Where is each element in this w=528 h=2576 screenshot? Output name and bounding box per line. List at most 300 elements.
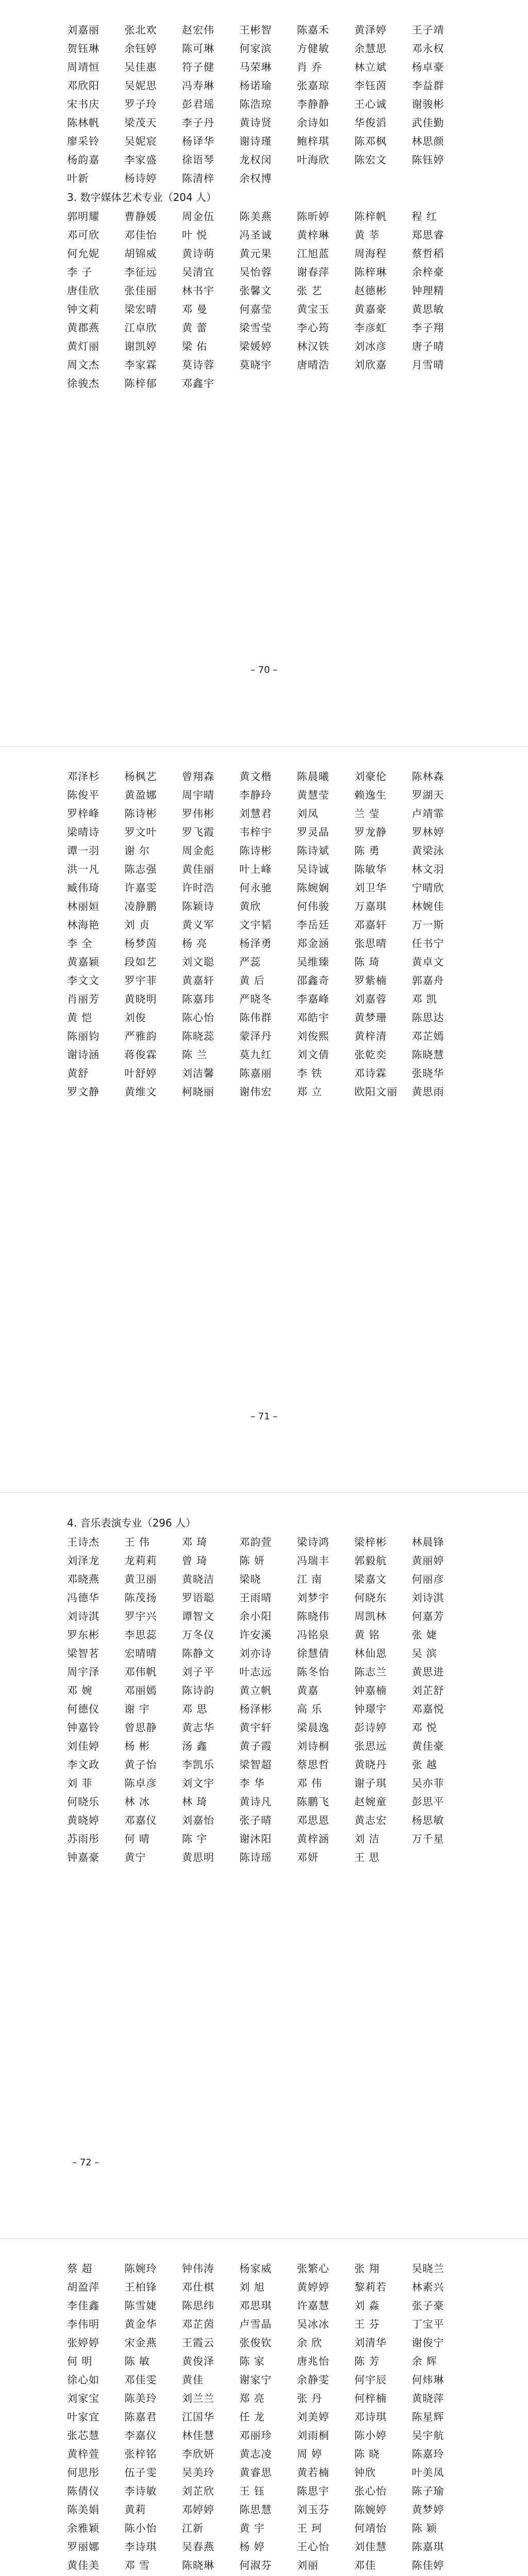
name-entry: 陈邓枫 <box>354 135 387 147</box>
name-entry: 陈清梓 <box>182 172 214 184</box>
name-entry: 张梓铭 <box>124 2448 157 2460</box>
name-entry: 张馨文 <box>239 284 272 297</box>
name-entry: 罗宇兴 <box>124 1610 157 1622</box>
name-entry: 谢子琪 <box>354 1777 387 1789</box>
name-entry: 邓 婉 <box>67 1684 93 1697</box>
name-entry: 陈静文 <box>182 1647 214 1659</box>
name-entry: 陈梓郁 <box>124 377 157 389</box>
name-entry: 周 婷 <box>296 2448 323 2460</box>
name-entry: 黄元果 <box>239 247 272 260</box>
name-entry: 罗子玲 <box>124 98 157 110</box>
name-entry: 林佳慧 <box>182 2429 214 2442</box>
name-entry: 陈美燕 <box>239 210 272 223</box>
name-entry: 叶家宜 <box>67 2411 100 2423</box>
name-entry: 曾 琦 <box>182 1554 208 1567</box>
name-entry: 谢 宇 <box>124 1703 150 1715</box>
name-entry: 杨诗婷 <box>124 172 157 184</box>
name-entry: 黄义军 <box>182 919 214 931</box>
name-entry: 谢诗瑾 <box>239 135 272 147</box>
name-entry: 罗文叶 <box>124 826 157 838</box>
page-73 <box>0 2238 528 2576</box>
name-entry: 江新 <box>182 2522 204 2534</box>
name-entry: 吴清宜 <box>182 266 214 278</box>
name-entry: 邓仕棋 <box>182 2281 214 2293</box>
name-entry: 黄嘉颖 <box>67 956 100 968</box>
name-entry: 梁晓 <box>239 1573 261 1585</box>
name-entry: 陈雪婕 <box>124 2299 157 2312</box>
name-entry: 林书宇 <box>182 284 214 297</box>
name-entry: 冯德华 <box>67 1591 100 1604</box>
name-entry: 吴怡蓉 <box>239 266 272 278</box>
name-entry: 黄梦珊 <box>354 1011 387 1024</box>
name-entry: 陈颖诗 <box>182 900 214 912</box>
name-entry: 苏雨彤 <box>67 1833 100 1845</box>
name-entry: 邓妍 <box>296 1851 319 1863</box>
name-entry: 梁 佑 <box>182 340 208 352</box>
name-entry: 黄志凌 <box>239 2448 272 2460</box>
name-entry: 蒋俊霖 <box>124 1048 157 1061</box>
name-entry: 许嘉慧 <box>296 2299 329 2312</box>
name-entry: 黄 铭 <box>354 1629 380 1641</box>
name-entry: 邓 凯 <box>411 993 437 1005</box>
name-entry: 陈心怡 <box>182 1011 214 1024</box>
name-entry: 邓嘉悦 <box>411 1703 444 1715</box>
name-entry: 黄志宏 <box>354 1814 387 1826</box>
name-entry: 陈嘉玲 <box>411 2448 444 2460</box>
name-entry: 邓思琪 <box>239 2299 272 2312</box>
name-entry: 邓嘉仪 <box>124 1814 157 1826</box>
name-entry: 李诗琪 <box>124 2540 157 2553</box>
name-entry: 李征远 <box>124 266 157 278</box>
name-entry: 邓永权 <box>411 42 444 55</box>
name-entry: 卢靖霏 <box>411 807 444 820</box>
name-entry: 吴佳惠 <box>124 61 157 73</box>
name-entry: 陈诗斌 <box>296 844 329 857</box>
name-entry: 黄嘉轩 <box>182 974 214 987</box>
name-entry: 叶美凤 <box>411 2466 444 2479</box>
name-entry: 龙权闵 <box>239 154 272 166</box>
name-entry: 梁宏晴 <box>124 303 157 315</box>
name-entry: 钟嘉铃 <box>67 1721 100 1734</box>
name-entry: 郭毅航 <box>354 1554 387 1567</box>
name-entry: 罗湖天 <box>411 789 444 801</box>
name-entry: 陈 宇 <box>182 1833 208 1845</box>
name-entry: 肖丽芳 <box>67 993 100 1005</box>
name-entry: 邓 雪 <box>124 2559 150 2571</box>
name-entry: 张芯慧 <box>67 2429 100 2442</box>
name-entry: 李佳鑫 <box>67 2299 100 2312</box>
name-entry: 邓诗霖 <box>354 1067 387 1079</box>
name-entry: 何嘉芳 <box>411 1610 444 1622</box>
name-entry: 罗灵晶 <box>296 826 329 838</box>
name-entry: 谢俊宁 <box>411 2336 444 2349</box>
name-entry: 李凯乐 <box>182 1758 214 1771</box>
name-entry: 李文文 <box>67 974 100 987</box>
name-entry: 黄佳丽 <box>182 863 214 875</box>
name-entry: 刘泽龙 <box>67 1554 100 1567</box>
name-entry: 陈 晓 <box>354 2448 380 2460</box>
page-70 <box>0 0 528 746</box>
name-entry: 罗文静 <box>67 1086 100 1098</box>
name-entry: 杨泽勇 <box>239 937 272 950</box>
name-entry: 江卓欣 <box>124 321 157 334</box>
name-entry: 蔡 超 <box>67 2262 93 2275</box>
name-entry: 何嘉莹 <box>239 303 272 315</box>
name-entry: 余诗如 <box>296 116 329 129</box>
name-entry: 余权博 <box>239 172 272 184</box>
name-entry: 邓丽嫣 <box>124 1684 157 1697</box>
name-entry: 臧伟琦 <box>67 882 100 894</box>
name-entry: 陈钰婷 <box>411 154 444 166</box>
name-entry: 王 芬 <box>354 2318 380 2330</box>
name-entry: 陈嘉丽 <box>239 1067 272 1079</box>
name-entry: 陈星辉 <box>411 2411 444 2423</box>
name-entry: 黄晓萍 <box>411 2392 444 2404</box>
name-entry: 张子豪 <box>411 2299 444 2312</box>
name-entry: 兰 莹 <box>354 807 380 820</box>
name-entry: 武佳勤 <box>411 116 444 129</box>
name-entry: 刘兰兰 <box>182 2392 214 2404</box>
name-entry: 黄佳豪 <box>411 1740 444 1752</box>
name-entry: 杨 亮 <box>182 937 208 950</box>
name-entry: 黄晓明 <box>124 993 157 1005</box>
page-number: – 70 – <box>250 665 278 675</box>
name-entry: 罗宇菲 <box>124 974 157 987</box>
name-entry: 刘冰彦 <box>354 340 387 352</box>
name-entry: 刘 贞 <box>124 919 150 931</box>
name-entry: 吴宇航 <box>411 2429 444 2442</box>
name-entry: 任 龙 <box>239 2411 265 2423</box>
name-entry: 陈婉玲 <box>124 2262 157 2275</box>
name-entry: 林仙恩 <box>354 1647 387 1659</box>
name-entry: 黄梓涵 <box>296 1833 329 1845</box>
name-entry: 程 红 <box>411 210 437 223</box>
name-entry: 黄晓洁 <box>182 1573 214 1585</box>
name-entry: 陈诗瑶 <box>239 1851 272 1863</box>
name-entry: 陈思慧 <box>239 2503 272 2516</box>
name-entry: 邓 琦 <box>182 1536 208 1548</box>
name-entry: 刘家宝 <box>67 2392 100 2404</box>
name-entry: 张嘉琼 <box>296 79 329 92</box>
name-entry: 刘清华 <box>354 2336 387 2349</box>
name-entry: 黄莉 <box>124 2503 146 2516</box>
name-entry: 余梓豪 <box>411 266 444 278</box>
name-entry: 余小阳 <box>239 1610 272 1622</box>
name-entry: 冯瑞丰 <box>296 1554 329 1567</box>
name-entry: 黄子霞 <box>239 1740 272 1752</box>
name-entry: 月雪晴 <box>411 359 444 371</box>
name-entry: 陈子瑜 <box>411 2485 444 2497</box>
name-entry: 陈林帆 <box>67 116 100 129</box>
name-entry: 张俊钦 <box>239 2336 272 2349</box>
name-entry: 胡锦威 <box>124 247 157 260</box>
name-entry: 彭思平 <box>411 1795 444 1808</box>
name-entry: 欧阳文丽 <box>354 1086 398 1098</box>
name-entry: 陈伟群 <box>239 1011 272 1024</box>
name-entry: 胡盈萍 <box>67 2281 100 2293</box>
name-entry: 黄佳 <box>182 2374 204 2386</box>
name-entry: 黄 莘 <box>354 229 380 241</box>
name-entry: 余慧思 <box>354 42 387 55</box>
name-entry: 刘豪伦 <box>354 770 387 783</box>
name-entry: 林思颜 <box>411 135 444 147</box>
name-entry: 李 华 <box>239 1777 265 1789</box>
name-entry: 方健敏 <box>296 42 329 55</box>
name-entry: 何宇辰 <box>354 2374 387 2386</box>
name-entry: 黄梓琳 <box>296 229 329 241</box>
name-entry: 陈诗韵 <box>182 1684 214 1697</box>
name-entry: 李家霖 <box>124 359 157 371</box>
name-entry: 张北欢 <box>124 24 157 36</box>
name-entry: 林文羽 <box>411 863 444 875</box>
name-entry: 陈晨曦 <box>296 770 329 783</box>
name-entry: 陈 妍 <box>239 1554 265 1567</box>
name-entry: 严雅韵 <box>124 1030 157 1042</box>
name-entry: 陈嘉禾 <box>296 24 329 36</box>
name-entry: 刘嘉怡 <box>182 1814 214 1826</box>
page-number: – 71 – <box>250 1411 278 1422</box>
name-entry: 杨思敏 <box>411 1814 444 1826</box>
name-entry: 刘嘉丽 <box>67 24 100 36</box>
name-entry: 陈思纬 <box>182 2299 214 2312</box>
name-entry: 贺钰琳 <box>67 42 100 55</box>
name-entry: 黄思雨 <box>411 1086 444 1098</box>
name-entry: 凌静鹏 <box>124 900 157 912</box>
name-entry: 刘雨桐 <box>296 2429 329 2442</box>
name-entry: 陈美玲 <box>124 2392 157 2404</box>
name-entry: 张 越 <box>411 1758 437 1771</box>
name-entry: 邓泽杉 <box>67 770 100 783</box>
name-entry: 严晓冬 <box>239 993 272 1005</box>
name-entry: 何德仪 <box>67 1703 100 1715</box>
name-entry: 邓丽珍 <box>239 2429 272 2442</box>
name-entry: 陈嘉琪 <box>411 2540 444 2553</box>
name-entry: 梁嘉文 <box>354 1573 387 1585</box>
name-entry: 黄思明 <box>182 1851 214 1863</box>
name-entry: 余 辉 <box>411 2355 437 2367</box>
name-list <box>67 21 466 188</box>
name-entry: 江国华 <box>182 2411 214 2423</box>
name-entry: 谢 尔 <box>124 844 150 857</box>
name-entry: 黄宁 <box>124 1851 146 1863</box>
name-entry: 王心诚 <box>354 98 387 110</box>
name-entry: 文宇韬 <box>239 919 272 931</box>
name-entry: 陈宏文 <box>354 154 387 166</box>
name-entry: 李 全 <box>67 937 93 950</box>
name-entry: 陈佳婷 <box>411 2559 444 2571</box>
name-entry: 何靖怡 <box>354 2522 387 2534</box>
name-entry: 刘 菲 <box>67 1777 93 1789</box>
name-entry: 许嘉雯 <box>124 882 157 894</box>
name-entry: 陈嘉玮 <box>182 993 214 1005</box>
name-entry: 陈思达 <box>411 1011 444 1024</box>
name-entry: 罗伟彬 <box>182 807 214 820</box>
section-heading: 4. 音乐表演专业（296 人） <box>67 1517 196 1529</box>
name-entry: 唐佳欣 <box>67 284 100 297</box>
name-entry: 黄欣 <box>239 900 261 912</box>
name-entry: 莫晓宇 <box>239 359 272 371</box>
name-entry: 彭诗婷 <box>354 1721 387 1734</box>
name-entry: 邓嘉轩 <box>354 919 387 931</box>
name-entry: 周海程 <box>354 247 387 260</box>
name-entry: 鲍梓琪 <box>296 135 329 147</box>
name-entry: 陈晓慧 <box>411 1048 444 1061</box>
name-entry: 韦梓宇 <box>239 826 272 838</box>
name-entry: 黄婷婷 <box>296 2281 329 2293</box>
name-entry: 何思彤 <box>67 2466 100 2479</box>
name-entry: 郑思睿 <box>411 229 444 241</box>
name-entry: 陈倩仪 <box>67 2485 100 2497</box>
name-entry: 黄嘉豪 <box>354 303 387 315</box>
page-number: – 72 – <box>72 2157 100 2168</box>
name-entry: 邓佳雯 <box>124 2374 157 2386</box>
name-entry: 何炜琳 <box>411 2374 444 2386</box>
name-entry: 谢伟宏 <box>239 1086 272 1098</box>
name-entry: 杨卓豪 <box>411 61 444 73</box>
name-entry: 汤 鑫 <box>182 1740 208 1752</box>
name-entry: 吴晓兰 <box>411 2262 444 2275</box>
name-entry: 黄思敏 <box>411 303 444 315</box>
name-entry: 刘文宇 <box>182 1777 214 1789</box>
name-entry: 邓鑫宇 <box>182 377 214 389</box>
name-entry: 黄晓丹 <box>354 1758 387 1771</box>
name-entry: 黄立帆 <box>239 1684 272 1697</box>
name-entry: 龙莉莉 <box>124 1554 157 1567</box>
name-entry: 谢春萍 <box>296 266 329 278</box>
name-entry: 谢骏彬 <box>411 98 444 110</box>
name-entry: 罗飞霞 <box>182 826 214 838</box>
name-entry: 杨 婷 <box>239 2540 265 2553</box>
name-entry: 钟文莉 <box>67 303 100 315</box>
page-71 <box>0 746 528 1492</box>
name-entry: 江 南 <box>296 1573 323 1585</box>
name-entry: 张 丹 <box>296 2392 323 2404</box>
name-entry: 徐语琴 <box>182 154 214 166</box>
name-entry: 陈 家 <box>239 2355 265 2367</box>
name-entry: 陈小怡 <box>124 2522 157 2534</box>
name-entry: 吴亦菲 <box>411 1777 444 1789</box>
name-entry: 陈诗彬 <box>124 807 157 820</box>
name-entry: 黄梦婷 <box>411 2503 444 2516</box>
name-entry: 陈婉婷 <box>354 2503 387 2516</box>
name-entry: 王 钰 <box>239 2485 265 2497</box>
name-entry: 郑金涵 <box>296 937 329 950</box>
name-entry: 邓诗琪 <box>354 2411 387 2423</box>
name-entry: 吴诗诚 <box>296 863 329 875</box>
name-entry: 张乾奕 <box>354 1048 387 1061</box>
name-entry: 梁智茗 <box>67 1647 100 1659</box>
name-entry: 钟理精 <box>411 284 444 297</box>
name-entry: 陈卓彦 <box>124 1777 157 1789</box>
name-entry: 李 铁 <box>296 1067 323 1079</box>
name-entry: 刘俊熙 <box>296 1030 329 1042</box>
name-entry: 邓佳 <box>354 2559 376 2571</box>
name-entry: 曾思静 <box>124 1721 157 1734</box>
name-entry: 刘俊 <box>124 1011 146 1024</box>
name-entry: 刘文倩 <box>296 1048 329 1061</box>
name-entry: 黄卓文 <box>411 956 444 968</box>
name-entry: 江旭蓝 <box>296 247 329 260</box>
name-entry: 宋金燕 <box>124 2336 157 2349</box>
name-entry: 陈志兰 <box>354 1666 387 1678</box>
name-entry: 陈 勇 <box>354 844 380 857</box>
name-entry: 梁梓彬 <box>354 1536 387 1548</box>
name-entry: 周文杰 <box>67 359 100 371</box>
name-entry: 梁晨逸 <box>296 1721 329 1734</box>
name-entry: 张 婕 <box>411 1629 437 1641</box>
name-entry: 钟欣 <box>354 2466 376 2479</box>
name-entry: 陈晓蕊 <box>182 1030 214 1042</box>
name-entry: 杨 彬 <box>124 1740 150 1752</box>
name-entry: 李嘉仪 <box>124 2429 157 2442</box>
name-entry: 黄 蕾 <box>182 321 208 334</box>
name-entry: 李钰茵 <box>354 79 387 92</box>
name-entry: 陈梓琳 <box>354 266 387 278</box>
name-entry: 曹静媛 <box>124 210 157 223</box>
name-entry: 唐兆怡 <box>296 2355 329 2367</box>
name-entry: 刘慧君 <box>239 807 272 820</box>
name-entry: 罗紫楠 <box>354 974 387 987</box>
name-entry: 何梓楠 <box>354 2392 387 2404</box>
name-entry: 陈美娟 <box>67 2503 100 2516</box>
name-entry: 刘 淼 <box>354 2299 380 2312</box>
name-entry: 郑 亮 <box>239 2392 265 2404</box>
name-entry: 张佳丽 <box>124 284 157 297</box>
name-entry: 何伟骏 <box>296 900 329 912</box>
name-entry: 林立斌 <box>354 61 387 73</box>
name-entry: 陈林森 <box>411 770 444 783</box>
name-entry: 黄 恺 <box>67 1011 93 1024</box>
name-entry: 黄睿思 <box>239 2466 272 2479</box>
name-entry: 叶新 <box>67 172 89 184</box>
name-entry: 黄金华 <box>124 2318 157 2330</box>
name-entry: 杨韵嘉 <box>67 154 100 166</box>
name-entry: 黄志华 <box>182 1721 214 1734</box>
name-entry: 林汉铁 <box>296 340 329 352</box>
name-entry: 赵婉童 <box>354 1795 387 1808</box>
name-entry: 郑 立 <box>296 1086 323 1098</box>
name-entry: 罗龙静 <box>354 826 387 838</box>
name-entry: 刘佳慧 <box>354 2540 387 2553</box>
name-entry: 黄梓萱 <box>67 2448 100 2460</box>
name-entry: 彭君瑶 <box>182 98 214 110</box>
name-entry: 王子靖 <box>411 24 444 36</box>
name-entry: 刘芷舒 <box>411 1684 444 1697</box>
name-entry: 任书宁 <box>411 937 444 950</box>
name-entry: 林海艳 <box>67 919 100 931</box>
name-entry: 张思远 <box>354 1740 387 1752</box>
name-entry: 陈晓伟 <box>296 1610 329 1622</box>
name-entry: 蒙泽丹 <box>239 1030 272 1042</box>
name-entry: 杨诺瑜 <box>239 79 272 92</box>
name-entry: 华俊滔 <box>354 116 387 129</box>
name-entry: 丁宝平 <box>411 2318 444 2330</box>
name-entry: 王霞云 <box>182 2336 214 2349</box>
name-entry: 邓芷嫣 <box>411 1030 444 1042</box>
name-entry: 邓芷茵 <box>182 2318 214 2330</box>
name-entry: 李静静 <box>296 98 329 110</box>
name-entry: 罗丽娜 <box>67 2540 100 2553</box>
name-entry: 刘美婷 <box>296 2411 329 2423</box>
name-entry: 唐子晴 <box>411 340 444 352</box>
name-entry: 吴美玲 <box>182 2466 214 2479</box>
name-entry: 黄嘉 <box>296 1684 319 1697</box>
name-entry: 邓欣阳 <box>67 79 100 92</box>
name-entry: 黄文楷 <box>239 770 272 783</box>
name-entry: 邓皓宇 <box>296 1011 329 1024</box>
name-entry: 叶上峰 <box>239 863 272 875</box>
name-entry: 陈 芳 <box>354 2355 380 2367</box>
